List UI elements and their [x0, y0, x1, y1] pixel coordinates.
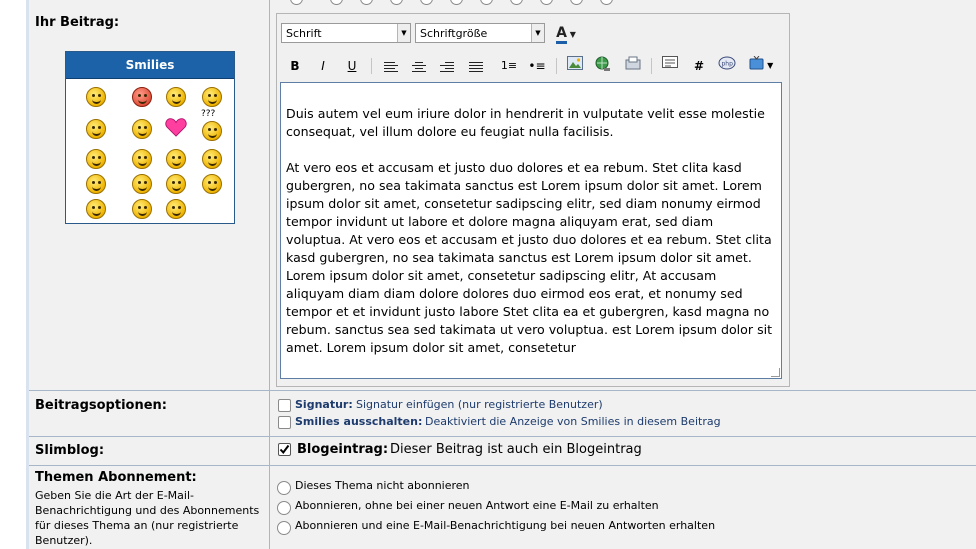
checkmark-icon: [279, 444, 290, 455]
smilies-title: Smilies: [66, 52, 234, 79]
align-left-icon[interactable]: [381, 56, 401, 80]
signatur-label: Signatur:: [295, 398, 353, 411]
blogeintrag-label: Blogeintrag:: [297, 442, 389, 457]
exclamation-smiley-icon[interactable]: [132, 119, 152, 139]
grin-smiley-icon[interactable]: [86, 174, 106, 194]
cool-smiley-icon[interactable]: [86, 119, 106, 139]
rolleyes-smiley-icon[interactable]: [86, 199, 106, 219]
idea-smiley-icon[interactable]: [86, 149, 106, 169]
skeptical-smiley-icon[interactable]: [166, 149, 186, 169]
signatur-text: Signatur einfügen (nur registrierte Benutzer): [356, 398, 603, 411]
abo-option-noemail-radio[interactable]: [277, 501, 291, 515]
smilies-off-label: Smilies ausschalten:: [295, 415, 423, 428]
row-abo: [29, 466, 976, 549]
signatur-checkbox[interactable]: [278, 399, 291, 412]
abo-option-email-label: Abonnieren und eine E-Mail-Benachrichtigung bei neuen Antworten erhalten: [295, 519, 716, 532]
insert-attachment-icon[interactable]: [623, 56, 643, 76]
bold-button[interactable]: B: [290, 59, 300, 73]
numbered-list-icon[interactable]: 1≡: [500, 59, 518, 72]
angry-smiley-icon[interactable]: [132, 87, 152, 107]
php-code-icon[interactable]: [717, 56, 737, 76]
size-select[interactable]: [415, 23, 545, 43]
quote-icon[interactable]: [660, 56, 680, 76]
surprised-smiley-icon[interactable]: [132, 199, 152, 219]
smilies-off-text: Deaktiviert die Anzeige von Smilies in diesem Beitrag: [425, 415, 721, 428]
resize-grip-icon[interactable]: [771, 368, 780, 377]
font-select-label: Schrift: [286, 27, 322, 40]
row-slimblog-field-cell: [270, 437, 976, 465]
abo-label: Themen Abonnement:: [35, 470, 197, 485]
font-color-icon: A: [556, 25, 567, 44]
row-beitrag-label-cell: [29, 0, 270, 390]
smile-smiley-icon[interactable]: [132, 149, 152, 169]
align-center-icon[interactable]: [409, 56, 429, 80]
beitrag-label: Ihr Beitrag:: [35, 15, 120, 30]
size-select-arrow-icon: ▼: [531, 24, 544, 42]
font-select[interactable]: [281, 23, 411, 43]
heart-icon[interactable]: [165, 117, 187, 137]
slimblog-label: Slimblog:: [35, 443, 105, 458]
message-editor: [276, 13, 790, 387]
hash-button[interactable]: #: [693, 59, 705, 73]
align-right-icon[interactable]: [437, 56, 457, 80]
sad-smiley-icon[interactable]: [166, 199, 186, 219]
italic-button[interactable]: I: [321, 59, 325, 73]
row-abo-label-cell: [29, 466, 270, 549]
question-smiley-icon[interactable]: [202, 121, 222, 141]
toolbar-separator: [556, 58, 557, 74]
sunglasses-smiley-icon[interactable]: [132, 174, 152, 194]
abo-option-none-label: Dieses Thema nicht abonnieren: [295, 479, 470, 492]
smilies-panel: [65, 51, 235, 224]
bullet-list-icon[interactable]: •≡: [528, 59, 546, 73]
wink-smiley-icon[interactable]: [166, 87, 186, 107]
blogeintrag-checkbox[interactable]: [278, 443, 291, 456]
happy-smiley-icon[interactable]: [202, 149, 222, 169]
row-options: [29, 391, 976, 437]
row-options-label-cell: [29, 391, 270, 436]
options-label: Beitragsoptionen:: [35, 398, 167, 413]
font-color-button[interactable]: A ▼: [553, 23, 579, 43]
insert-link-icon[interactable]: [593, 56, 613, 76]
big-grin-smiley-icon[interactable]: [166, 174, 186, 194]
svg-text:php: php: [721, 60, 733, 68]
font-select-arrow-icon: ▼: [397, 24, 410, 42]
question-marks-icon: ???: [201, 109, 216, 119]
media-button[interactable]: ▼: [747, 56, 775, 76]
row-options-field-cell: [270, 391, 976, 436]
tongue-smiley-icon[interactable]: [202, 174, 222, 194]
insert-image-icon[interactable]: [565, 56, 585, 76]
row-slimblog: [29, 437, 976, 466]
toolbar-separator: [651, 58, 652, 74]
smilies-off-checkbox[interactable]: [278, 416, 291, 429]
message-text: Duis autem vel eum iriure dolor in hendrerit in vulputate velit esse molestie consequat, vel illum dolore eu feugiat nulla facilisis. At vero eos et accusam et justo duo dolores et ea rebum. Stet clita kasd gubergren, no sea takimata sanctus est Lorem ipsum dolor sit amet. Lorem ipsum dolor sit amet, consetetur sadipscing elitr, sed diam nonumy eirmod tempor invidunt ut labore et dolore magna aliquyam erat, sed diam voluptua. At vero eos et accusam et justo duo dolores et ea rebum. Stet clita kasd gubergren, no sea takimata sanctus est Lorem ipsum dolor sit amet. Lorem ipsum dolor sit amet, consetetur sadipscing elitr, At accusam aliquyam diam diam dolore dolores duo eirmod eos erat, et nonumy sed tempor et et invidunt justo labore Stet clita ea et gubergren, kasd magna no rebum. sanctus sea sed takimata ut vero voluptua. est Lorem ipsum dolor sit amet. Lorem ipsum dolor sit amet, consetetur: [286, 106, 773, 355]
toolbar-separator: [371, 58, 372, 74]
abo-option-none-radio[interactable]: [277, 481, 291, 495]
abo-description: Geben Sie die Art der E-Mail-Benachrichtigung und des Abonnements für dieses Thema an (nur registrierte Benutzer).: [35, 489, 260, 547]
underline-button[interactable]: U: [347, 59, 357, 73]
justify-icon[interactable]: [466, 56, 486, 80]
row-abo-field-cell: [270, 466, 976, 549]
abo-option-email-radio[interactable]: [277, 521, 291, 535]
size-select-label: Schriftgröße: [420, 27, 488, 40]
blogeintrag-text: Dieser Beitrag ist auch ein Blogeintrag: [390, 442, 642, 457]
confused-smiley-icon[interactable]: [202, 87, 222, 107]
row-slimblog-label-cell: [29, 437, 270, 465]
abo-option-noemail-label: Abonnieren, ohne bei einer neuen Antwort eine E-Mail zu erhalten: [295, 499, 659, 512]
angel-smiley-icon[interactable]: [86, 87, 106, 107]
message-textarea[interactable]: [280, 82, 782, 379]
